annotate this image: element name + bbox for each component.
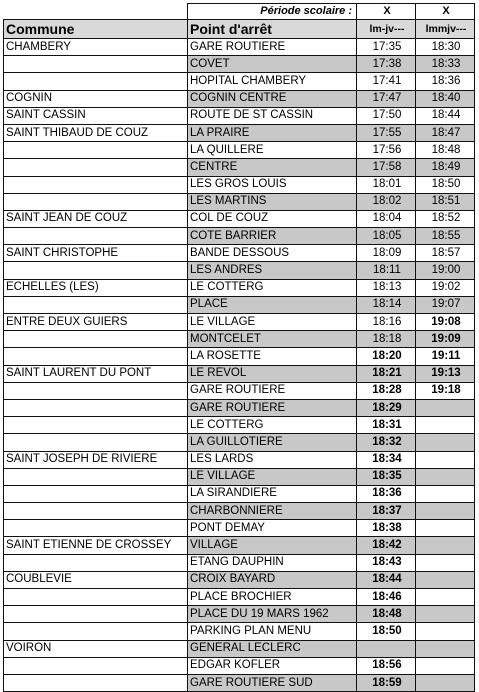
stop-cell: MONTCELET [188, 331, 357, 348]
time-cell-2 [416, 606, 475, 623]
time-cell-2 [416, 554, 475, 571]
commune-cell [4, 674, 188, 691]
timetable-row [4, 657, 475, 674]
stop-cell: CROIX BAYARD [188, 571, 357, 588]
time-cell-1 [357, 640, 416, 657]
time-cell-2: 19:00 [416, 262, 475, 279]
time-cell-1: 18:14 [357, 296, 416, 313]
time-cell-2: 18:44 [416, 107, 475, 124]
time-cell-2: 19:08 [416, 314, 475, 331]
commune-cell [4, 176, 188, 193]
time-cell-1: 17:41 [357, 73, 416, 90]
commune-cell: CHAMBERY [4, 39, 188, 56]
commune-cell: SAINT ETIENNE DE CROSSEY [4, 537, 188, 554]
commune-cell [4, 520, 188, 537]
time-cell-1: 18:56 [357, 657, 416, 674]
time-cell-1: 18:44 [357, 571, 416, 588]
stop-cell: BANDE DESSOUS [188, 245, 357, 262]
timetable-row [4, 417, 475, 434]
stop-cell: COVET [188, 56, 357, 73]
stop-cell: PLACE [188, 296, 357, 313]
commune-cell [4, 193, 188, 210]
commune-cell: ENTRE DEUX GUIERS [4, 314, 188, 331]
time-cell-2 [416, 451, 475, 468]
time-cell-2 [416, 657, 475, 674]
commune-cell: SAINT THIBAUD DE COUZ [4, 124, 188, 141]
time-cell-2 [416, 520, 475, 537]
timetable-row [4, 159, 475, 176]
time-cell-1: 18:13 [357, 279, 416, 296]
timetable-row [4, 571, 475, 588]
time-cell-1: 17:58 [357, 159, 416, 176]
timetable [3, 3, 475, 692]
timetable-row [4, 107, 475, 124]
stop-cell: GENERAL LECLERC [188, 640, 357, 657]
time-cell-1: 18:42 [357, 537, 416, 554]
timetable-row [4, 296, 475, 313]
stop-cell: LE COTTERG [188, 417, 357, 434]
stop-cell: PLACE DU 19 MARS 1962 [188, 606, 357, 623]
commune-cell: VOIRON [4, 640, 188, 657]
stop-cell: CHARBONNIERE [188, 503, 357, 520]
time-cell-2: 18:55 [416, 228, 475, 245]
time-cell-1: 17:35 [357, 39, 416, 56]
timetable-row [4, 589, 475, 606]
time-cell-2 [416, 537, 475, 554]
time-cell-1: 17:56 [357, 142, 416, 159]
time-cell-2: 18:50 [416, 176, 475, 193]
time-cell-2: 19:18 [416, 382, 475, 399]
commune-cell [4, 159, 188, 176]
time-cell-2 [416, 434, 475, 451]
period-mark-2: X [416, 4, 475, 20]
timetable-row [4, 176, 475, 193]
time-cell-2 [416, 674, 475, 691]
stop-cell: PLACE BROCHIER [188, 589, 357, 606]
commune-cell [4, 503, 188, 520]
commune-cell [4, 589, 188, 606]
timetable-row [4, 399, 475, 416]
time-cell-2: 19:02 [416, 279, 475, 296]
time-cell-1: 18:50 [357, 623, 416, 640]
time-cell-2: 18:40 [416, 90, 475, 107]
stop-cell: LE COTTERG [188, 279, 357, 296]
stop-cell: LES LARDS [188, 451, 357, 468]
time-cell-1: 17:50 [357, 107, 416, 124]
time-cell-1: 17:55 [357, 124, 416, 141]
time-cell-2: 19:09 [416, 331, 475, 348]
stop-cell: COL DE COUZ [188, 210, 357, 227]
commune-cell: SAINT JEAN DE COUZ [4, 210, 188, 227]
time-cell-1: 18:34 [357, 451, 416, 468]
commune-cell [4, 554, 188, 571]
stop-cell: HOPITAL CHAMBERY [188, 73, 357, 90]
stop-cell: LE VILLAGE [188, 314, 357, 331]
timetable-row [4, 468, 475, 485]
time-cell-1: 18:11 [357, 262, 416, 279]
header-spacer [4, 4, 188, 20]
time-cell-2 [416, 623, 475, 640]
commune-cell [4, 348, 188, 365]
stop-cell: LES ANDRES [188, 262, 357, 279]
time-cell-1: 18:02 [357, 193, 416, 210]
timetable-row [4, 245, 475, 262]
commune-cell [4, 434, 188, 451]
stop-cell: GARE ROUTIERE SUD [188, 674, 357, 691]
timetable-row [4, 503, 475, 520]
stop-cell: ROUTE DE ST CASSIN [188, 107, 357, 124]
timetable-row [4, 537, 475, 554]
time-cell-1: 18:29 [357, 399, 416, 416]
time-cell-2 [416, 571, 475, 588]
time-cell-1: 18:21 [357, 365, 416, 382]
time-cell-2: 18:57 [416, 245, 475, 262]
stop-cell: COGNIN CENTRE [188, 90, 357, 107]
time-cell-1: 18:31 [357, 417, 416, 434]
timetable-row [4, 56, 475, 73]
commune-cell [4, 228, 188, 245]
time-cell-2 [416, 399, 475, 416]
timetable-row [4, 279, 475, 296]
time-cell-1: 18:18 [357, 331, 416, 348]
stop-cell: LA ROSETTE [188, 348, 357, 365]
period-mark-1: X [357, 4, 416, 20]
time-cell-1: 18:43 [357, 554, 416, 571]
timetable-row [4, 623, 475, 640]
time-cell-2: 18:51 [416, 193, 475, 210]
time-cell-2 [416, 503, 475, 520]
timetable-row [4, 451, 475, 468]
commune-cell: ECHELLES (LES) [4, 279, 188, 296]
period-label: Période scolaire : [188, 4, 357, 20]
commune-header: Commune [4, 20, 188, 39]
time-cell-1: 18:20 [357, 348, 416, 365]
time-cell-2 [416, 485, 475, 502]
commune-cell: COUBLEVIE [4, 571, 188, 588]
stop-cell: GARE ROUTIERE [188, 39, 357, 56]
time-cell-1: 18:59 [357, 674, 416, 691]
timetable-row [4, 262, 475, 279]
timetable-row [4, 520, 475, 537]
timetable-row [4, 193, 475, 210]
time-cell-2: 18:49 [416, 159, 475, 176]
column-header-row [4, 20, 475, 39]
time-cell-2: 19:07 [416, 296, 475, 313]
stop-cell: LA GUILLOTIERE [188, 434, 357, 451]
commune-cell [4, 606, 188, 623]
stop-cell: VILLAGE [188, 537, 357, 554]
time-cell-1: 17:38 [357, 56, 416, 73]
time-cell-2: 18:48 [416, 142, 475, 159]
time-cell-1: 18:37 [357, 503, 416, 520]
time-cell-1: 18:16 [357, 314, 416, 331]
commune-cell [4, 142, 188, 159]
time-cell-1: 18:32 [357, 434, 416, 451]
timetable-row [4, 73, 475, 90]
commune-cell [4, 485, 188, 502]
stop-cell: LE REVOL [188, 365, 357, 382]
timetable-row [4, 434, 475, 451]
time-cell-2 [416, 468, 475, 485]
time-cell-1: 17:47 [357, 90, 416, 107]
commune-cell: SAINT CHRISTOPHE [4, 245, 188, 262]
timetable-row [4, 606, 475, 623]
commune-cell: SAINT JOSEPH DE RIVIERE [4, 451, 188, 468]
commune-cell [4, 296, 188, 313]
time-cell-2: 19:11 [416, 348, 475, 365]
time-cell-2: 19:13 [416, 365, 475, 382]
commune-cell [4, 382, 188, 399]
time-cell-1: 18:35 [357, 468, 416, 485]
stop-cell: PARKING PLAN MENU [188, 623, 357, 640]
commune-cell: SAINT LAURENT DU PONT [4, 365, 188, 382]
stop-cell: ETANG DAUPHIN [188, 554, 357, 571]
days-header-1: lm-jv--- [357, 20, 416, 39]
stop-cell: COTE BARRIER [188, 228, 357, 245]
time-cell-1: 18:38 [357, 520, 416, 537]
time-cell-2: 18:33 [416, 56, 475, 73]
commune-cell [4, 657, 188, 674]
timetable-row [4, 365, 475, 382]
time-cell-2: 18:52 [416, 210, 475, 227]
timetable-row [4, 674, 475, 691]
commune-cell [4, 468, 188, 485]
stop-header: Point d'arrêt [188, 20, 357, 39]
timetable-row [4, 90, 475, 107]
stop-cell: GARE ROUTIERE [188, 382, 357, 399]
time-cell-1: 18:05 [357, 228, 416, 245]
timetable-row [4, 124, 475, 141]
commune-cell [4, 399, 188, 416]
timetable-row [4, 210, 475, 227]
timetable-row [4, 39, 475, 56]
commune-cell [4, 56, 188, 73]
timetable-row [4, 554, 475, 571]
time-cell-1: 18:48 [357, 606, 416, 623]
stop-cell: LA PRAIRE [188, 124, 357, 141]
timetable-row [4, 228, 475, 245]
stop-cell: GARE ROUTIERE [188, 399, 357, 416]
commune-cell [4, 262, 188, 279]
time-cell-1: 18:09 [357, 245, 416, 262]
time-cell-1: 18:28 [357, 382, 416, 399]
time-cell-2: 18:47 [416, 124, 475, 141]
stop-cell: LA SIRANDIERE [188, 485, 357, 502]
stop-cell: CENTRE [188, 159, 357, 176]
time-cell-2 [416, 589, 475, 606]
time-cell-1: 18:04 [357, 210, 416, 227]
time-cell-1: 18:01 [357, 176, 416, 193]
timetable-row [4, 640, 475, 657]
timetable-row [4, 142, 475, 159]
stop-cell: EDGAR KOFLER [188, 657, 357, 674]
time-cell-1: 18:36 [357, 485, 416, 502]
stop-cell: PONT DEMAY [188, 520, 357, 537]
time-cell-2 [416, 640, 475, 657]
commune-cell [4, 331, 188, 348]
timetable-row [4, 314, 475, 331]
time-cell-1: 18:46 [357, 589, 416, 606]
time-cell-2 [416, 417, 475, 434]
time-cell-2: 18:36 [416, 73, 475, 90]
stop-cell: LE VILLAGE [188, 468, 357, 485]
timetable-row [4, 348, 475, 365]
timetable-row [4, 331, 475, 348]
commune-cell [4, 73, 188, 90]
time-cell-2: 18:30 [416, 39, 475, 56]
stop-cell: LES GROS LOUIS [188, 176, 357, 193]
stop-cell: LA QUILLERE [188, 142, 357, 159]
period-header-row [4, 4, 475, 20]
timetable-row [4, 485, 475, 502]
timetable-row [4, 382, 475, 399]
days-header-2: lmmjv--- [416, 20, 475, 39]
commune-cell: COGNIN [4, 90, 188, 107]
commune-cell: SAINT CASSIN [4, 107, 188, 124]
commune-cell [4, 417, 188, 434]
stop-cell: LES MARTINS [188, 193, 357, 210]
commune-cell [4, 623, 188, 640]
